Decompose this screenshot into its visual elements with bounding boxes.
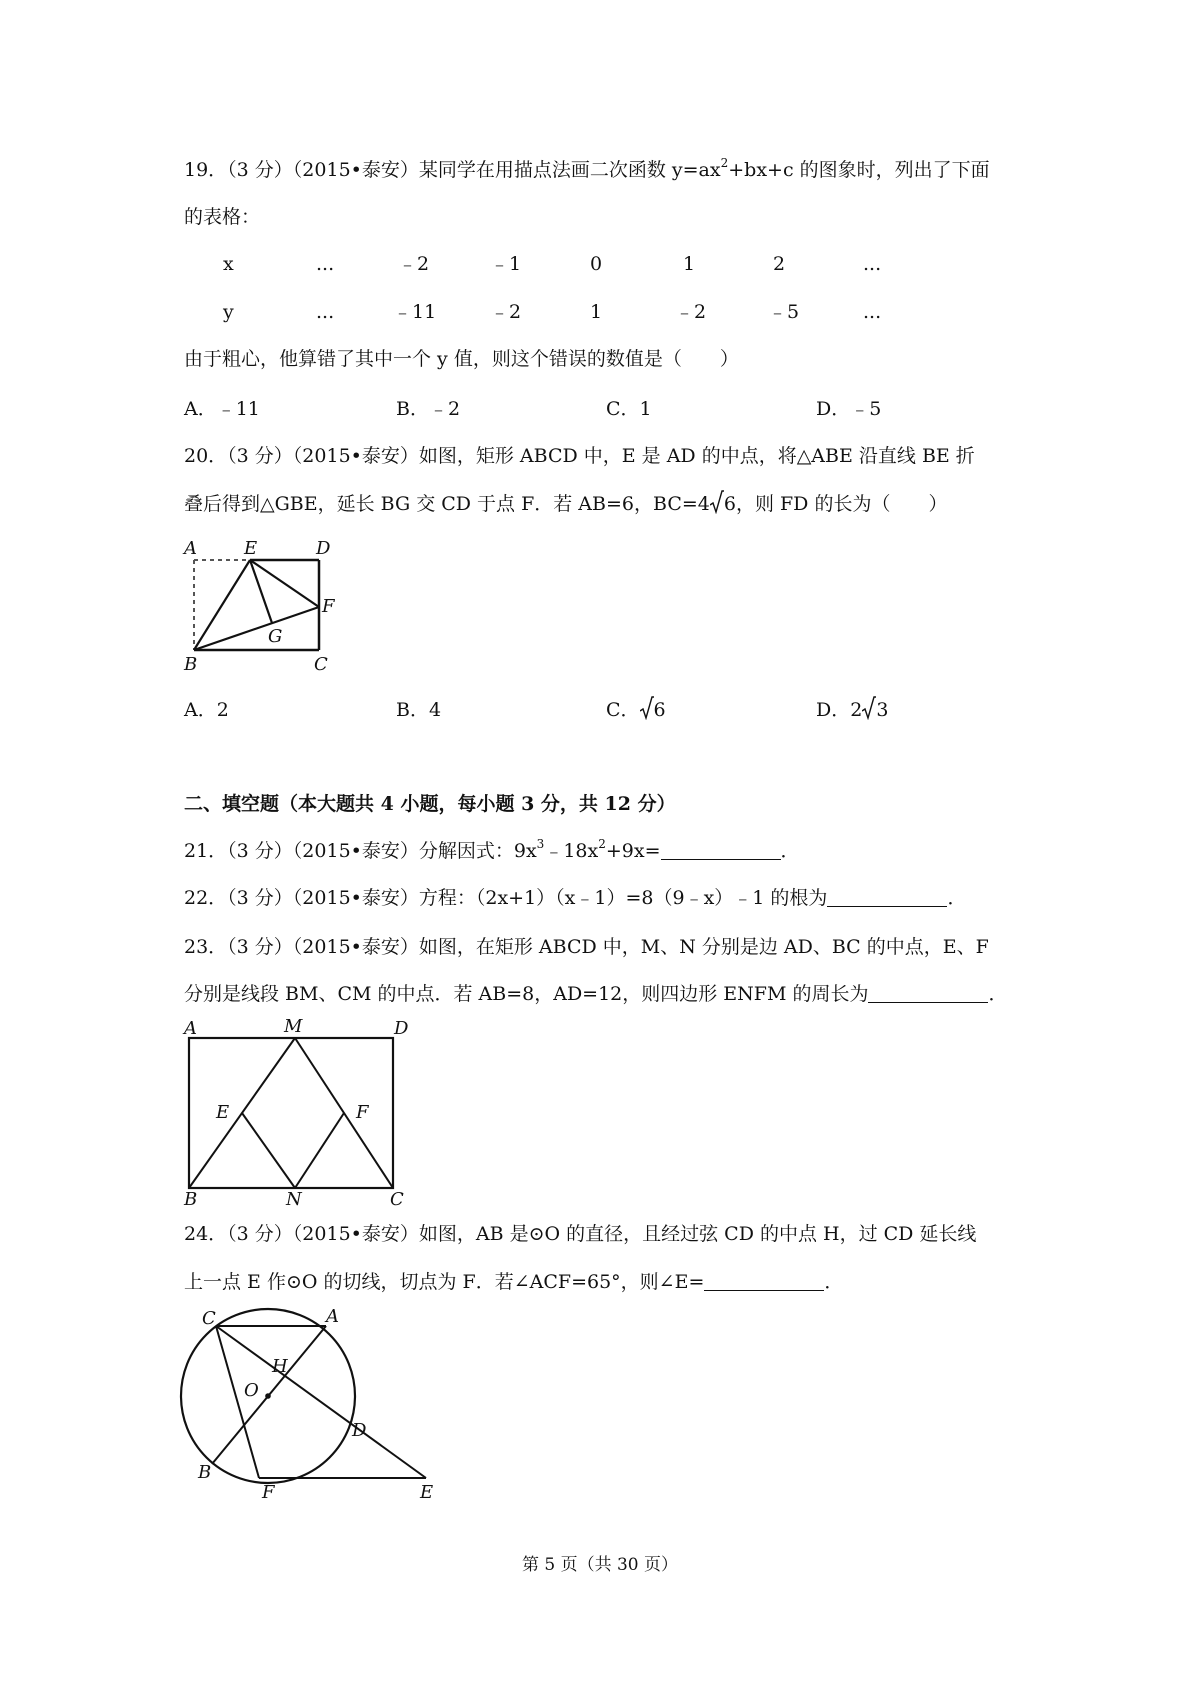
q20-option-a[interactable]: A．2 <box>184 699 229 721</box>
sqrt-icon <box>710 490 724 514</box>
q22-line <box>184 884 966 912</box>
table-cell: ﹣2 <box>398 253 430 275</box>
q20-line1: 20．（3 分）（2015•泰安）如图，矩形 ABCD 中，E 是 AD 的中点，将△ABE 沿直线 BE 折 <box>184 445 975 467</box>
table-cell: ... <box>316 253 335 275</box>
table-cell: ﹣2 <box>675 301 707 323</box>
segment-EB <box>194 560 250 650</box>
label-C: C <box>314 654 328 672</box>
answer-blank[interactable] <box>868 982 988 1003</box>
answer-blank[interactable] <box>704 1270 824 1291</box>
answer-blank[interactable] <box>661 839 781 860</box>
q19-line3: 由于粗心，他算错了其中一个 y 值，则这个错误的数值是（ ） <box>184 348 739 370</box>
q23-line2 <box>184 980 1008 1008</box>
label-C: C <box>390 1189 404 1206</box>
label-D: D <box>316 538 331 559</box>
table-cell: ﹣2 <box>490 301 522 323</box>
segment-NF <box>295 1113 344 1188</box>
label-B: B <box>198 1462 212 1483</box>
q19-option-d[interactable]: D．﹣5 <box>816 398 882 420</box>
segment-CE <box>216 1326 426 1478</box>
option-c-label: C． <box>606 699 640 721</box>
q19-line2: 的表格： <box>184 206 261 228</box>
label-H: H <box>272 1356 288 1377</box>
sqrt-icon <box>640 696 654 720</box>
table-cell: x <box>223 253 234 275</box>
q20-text: 叠后得到△GBE，延长 BG 交 CD 于点 F．若 AB=6，BC=4 <box>184 493 710 515</box>
segment-BF <box>194 607 319 650</box>
sqrt-icon <box>862 696 876 720</box>
label-D: D <box>352 1420 367 1441</box>
q23-end: ． <box>988 983 1008 1005</box>
table-cell: ... <box>863 301 882 323</box>
label-O: O <box>244 1380 259 1401</box>
q23-line1: 23．（3 分）（2015•泰安）如图，在矩形 ABCD 中，M、N 分别是边 AD、BC 的中点，E、F <box>184 936 989 958</box>
q19-option-c[interactable]: C．1 <box>606 398 652 420</box>
table-cell: ﹣5 <box>768 301 800 323</box>
q23-text: 分别是线段 BM、CM 的中点．若 AB=8，AD=12，则四边形 ENFM 的周长为 <box>184 983 869 1005</box>
q24-line2 <box>184 1268 843 1296</box>
q19-text-cont: +bx+c 的图象时，列出了下面 <box>728 159 990 181</box>
table-cell: ... <box>316 301 335 323</box>
q21-text: 21．（3 分）（2015•泰安）分解因式：9x <box>184 840 537 862</box>
table-cell: y <box>223 301 234 323</box>
q21-text-post: +9x= <box>605 840 661 862</box>
center-dot <box>265 1393 271 1399</box>
segment-EN <box>242 1113 295 1188</box>
q19-text: 19．（3 分）（2015•泰安）某同学在用描点法画二次函数 y=ax <box>184 159 721 181</box>
q21-superscript: 3 <box>536 837 545 851</box>
q23-figure <box>180 1016 420 1206</box>
table-cell: 1 <box>683 253 696 275</box>
label-E: E <box>244 538 258 559</box>
table-cell: 0 <box>590 253 603 275</box>
table-cell: 1 <box>590 301 603 323</box>
q19-option-a[interactable]: A．﹣11 <box>184 398 260 420</box>
label-A: A <box>184 538 197 559</box>
option-d-radicand: 3 <box>876 699 889 721</box>
label-F: F <box>356 1102 369 1123</box>
table-cell: ﹣11 <box>393 301 437 323</box>
table-cell: ﹣1 <box>490 253 522 275</box>
q21-line <box>184 837 800 865</box>
q24-figure <box>176 1298 446 1503</box>
q20-radicand: 6 <box>723 493 736 515</box>
q21-text-mid: ﹣18x <box>544 840 599 862</box>
label-D: D <box>394 1018 409 1039</box>
label-F: F <box>262 1482 275 1503</box>
q21-superscript: 2 <box>598 837 606 851</box>
segment-EG <box>250 560 272 623</box>
label-N: N <box>286 1189 302 1206</box>
label-E: E <box>216 1102 230 1123</box>
label-A: A <box>326 1306 339 1327</box>
table-cell: ... <box>863 253 882 275</box>
q20-option-c[interactable] <box>606 696 666 724</box>
label-B: B <box>184 1189 198 1206</box>
q21-end: ． <box>780 840 800 862</box>
q20-option-d[interactable] <box>816 696 888 724</box>
q19-superscript: 2 <box>720 156 729 170</box>
segment-EF <box>250 560 319 607</box>
label-A: A <box>184 1018 197 1039</box>
label-E: E <box>420 1482 434 1503</box>
q20-text-cont: ，则 FD 的长为（ ） <box>735 493 948 515</box>
section-heading: 二、填空题（本大题共 4 小题，每小题 3 分，共 12 分） <box>184 793 676 815</box>
q22-end: ． <box>947 887 967 909</box>
label-M: M <box>284 1016 303 1037</box>
option-d-label: D．2 <box>816 699 863 721</box>
label-F: F <box>322 596 335 617</box>
q22-text: 22．（3 分）（2015•泰安）方程：（2x+1）（x﹣1）=8（9﹣x）﹣1 的根为 <box>184 887 828 909</box>
q19-line1 <box>184 156 990 184</box>
answer-blank[interactable] <box>827 886 947 907</box>
label-C: C <box>202 1308 216 1329</box>
q20-line2 <box>184 490 947 518</box>
label-G: G <box>268 626 283 647</box>
q20-figure <box>180 532 340 672</box>
table-cell: 2 <box>773 253 786 275</box>
page-footer: 第 5 页（共 30 页） <box>521 1555 679 1575</box>
option-c-radicand: 6 <box>653 699 666 721</box>
q24-line1: 24．（3 分）（2015•泰安）如图，AB 是⊙O 的直径，且经过弦 CD 的中点 H，过 CD 延长线 <box>184 1223 977 1245</box>
segment-CF <box>216 1326 259 1478</box>
q24-end: ． <box>824 1271 844 1293</box>
q19-option-b[interactable]: B．﹣2 <box>396 398 461 420</box>
q20-option-b[interactable]: B．4 <box>396 699 442 721</box>
q24-text: 上一点 E 作⊙O 的切线，切点为 F．若∠ACF=65°，则∠E= <box>184 1271 705 1293</box>
label-B: B <box>184 654 198 672</box>
